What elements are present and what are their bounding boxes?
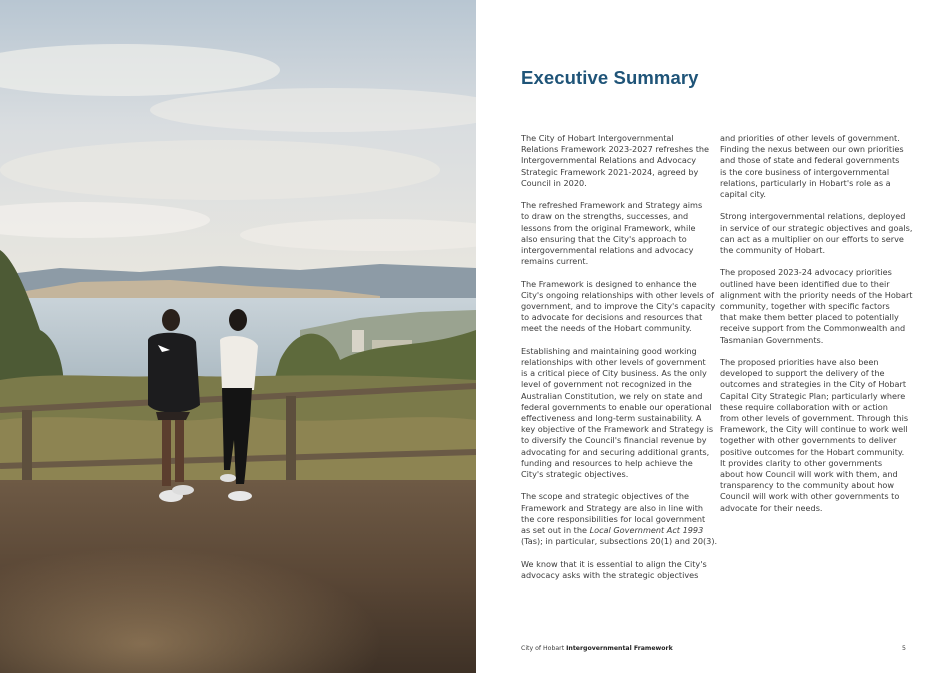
text-line: positive outcomes for the Hobart community.	[720, 446, 905, 457]
text-line: Australian Constitution, we rely on state and	[521, 390, 703, 401]
text-line: Intergovernmental Relations and Advocacy	[521, 155, 697, 166]
text-line: is the core business of intergovernmental	[720, 166, 890, 177]
text-line: Council will work with other governments to	[720, 491, 900, 502]
body-paragraph	[521, 133, 711, 189]
text-line: to advocate for decisions and resources that	[521, 312, 703, 323]
text-line: from other levels of government. Through this	[720, 413, 909, 424]
text-line: Strategic Framework 2021-2024, agreed by	[521, 166, 699, 177]
body-paragraph	[720, 357, 910, 514]
text-line: the core responsibilities for local government	[521, 513, 706, 524]
text-column-left	[521, 133, 718, 592]
text-line: the community of Hobart.	[720, 245, 826, 256]
body-paragraph	[521, 491, 718, 547]
body-paragraph	[521, 559, 711, 581]
body-paragraph	[521, 200, 711, 267]
footer-doc-title: Intergovernmental Framework	[566, 645, 673, 652]
text-line: alignment with the priority needs of the Hobart	[720, 289, 913, 300]
text-line: The proposed priorities have also been	[720, 357, 879, 368]
text-line: meet the needs of the Hobart community.	[521, 323, 692, 334]
body-paragraph	[720, 267, 913, 345]
text-column-right	[720, 133, 913, 525]
page-number: 5	[902, 645, 906, 652]
text-line: is a critical piece of City business. As the only	[521, 368, 707, 379]
text-line: Framework, the City will continue to work well	[720, 424, 908, 435]
text-line: as set out in the Local Government Act 1993	[521, 525, 704, 536]
text-line: The proposed 2023-24 advocacy priorities	[720, 267, 892, 278]
text-line: Finding the nexus between our own priorities	[720, 144, 904, 155]
text-line: effectiveness and long-term sustainability. A	[521, 413, 702, 424]
text-line: relations, particularly in Hobart's role as a	[720, 177, 891, 188]
text-line: City's strategic objectives.	[521, 469, 629, 480]
page-title: Executive Summary	[521, 67, 699, 88]
text-line: these require collaboration with or action	[720, 401, 888, 412]
text-line: The Framework is designed to enhance the	[521, 278, 697, 289]
text-line: to draw on the strengths, successes, and	[521, 211, 689, 222]
text-line: developed to support the delivery of the	[720, 368, 885, 379]
text-line: Establishing and maintaining good working	[521, 345, 697, 356]
text-line: outcomes and strategies in the City of Hobart	[720, 379, 907, 390]
text-line: about how Council will work with them, and	[720, 469, 898, 480]
text-line: lessons from the original Framework, while	[521, 222, 696, 233]
text-line: funding and resources to help achieve the	[521, 457, 693, 468]
body-paragraph	[521, 345, 714, 480]
text-line: and priorities of other levels of government.	[720, 133, 900, 143]
text-line: remains current.	[521, 256, 589, 267]
text-line: community, together with specific factors	[720, 301, 890, 312]
text-line: and those of state and federal governments	[720, 155, 900, 166]
text-line: Capital City Strategic Plan; particularly where	[720, 390, 906, 401]
text-line: capital city.	[720, 189, 767, 200]
body-paragraph	[720, 133, 910, 200]
text-line: advocacy asks with the strategic objectives	[521, 569, 699, 580]
text-line: level of government not recognized in the	[521, 379, 692, 390]
text-line: Relations Framework 2023-2027 refreshes the	[521, 144, 710, 155]
text-line: advocating for and securing additional grants,	[521, 446, 710, 457]
text-line: government, and to improve the City's capacity	[521, 301, 716, 312]
text-line: The scope and strategic objectives of the	[521, 491, 690, 502]
text-line: It provides clarity to other governments	[720, 457, 883, 468]
text-line: federal governments to enable our operational	[521, 401, 712, 412]
text-line: We know that it is essential to align the City's	[521, 558, 707, 569]
text-line: transparency to the community about how	[720, 480, 895, 491]
text-line: relationships with other levels of government	[521, 357, 706, 368]
text-line: Tasmanian Governments.	[720, 334, 824, 345]
text-line: can act as a multiplier on our efforts to serve	[720, 233, 904, 244]
text-line: also ensuring that the City's approach to	[521, 233, 687, 244]
text-line: The refreshed Framework and Strategy aims	[521, 200, 703, 211]
text-line: (Tas); in particular, subsections 20(1) and 20(3).	[521, 536, 718, 547]
text-line: Strong intergovernmental relations, deployed	[720, 211, 906, 222]
text-page	[476, 0, 951, 673]
text-line: City's ongoing relationships with other levels of	[521, 289, 714, 300]
text-line: outlined have been identified due to their	[720, 278, 890, 289]
page-footer	[521, 645, 673, 652]
text-line: to diversify the Council's financial revenue by	[521, 435, 707, 446]
text-line: Council in 2020.	[521, 177, 587, 188]
text-line: that make them better placed to potentially	[720, 312, 899, 323]
text-line: intergovernmental relations and advocacy	[521, 245, 694, 256]
text-line: together with other governments to deliver	[720, 435, 897, 446]
body-paragraph	[521, 278, 716, 335]
text-line: advocate for their needs.	[720, 502, 823, 513]
body-paragraph	[720, 211, 913, 256]
text-line: key objective of the Framework and Strategy is	[521, 424, 714, 435]
footer-org: City of Hobart	[521, 645, 565, 652]
text-line: Framework and Strategy are also in line with	[521, 502, 704, 513]
text-line: receive support from the Commonwealth and	[720, 323, 906, 334]
text-line: in service of our strategic objectives and goals,	[720, 222, 913, 233]
text-line: The City of Hobart Intergovernmental	[521, 133, 674, 143]
